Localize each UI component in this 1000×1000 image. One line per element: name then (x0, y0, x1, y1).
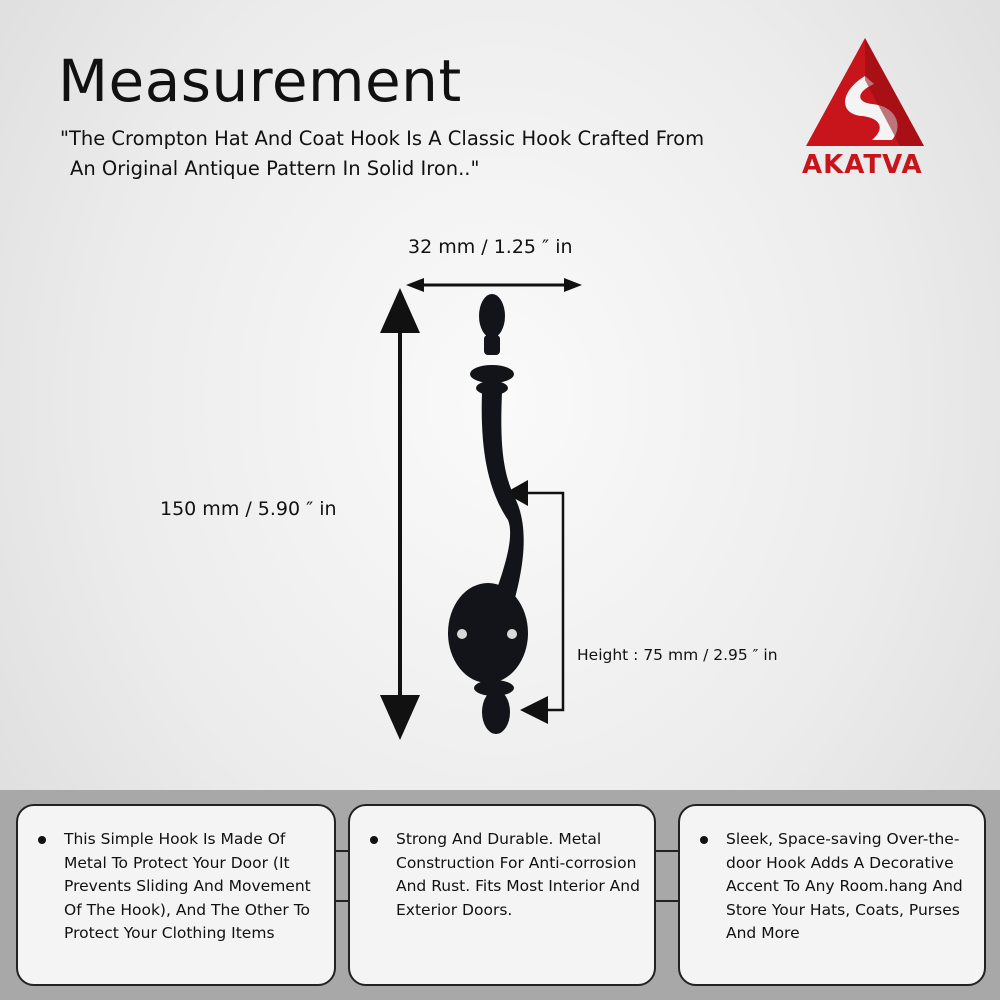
feature-card-2 (348, 804, 656, 986)
brand-name: AKATVA (802, 150, 923, 180)
feature-text: Sleek, Space-saving Over-the-door Hook Adds A Decorative Accent To Any Room.hang And Store Your Hats, Coats, Purses And More (726, 828, 970, 946)
feature-text: This Simple Hook Is Made Of Metal To Protect Your Door (It Prevents Sliding And Movement Of The Hook), And The Other To Protect Your Clothing Items (64, 828, 320, 946)
feature-card-1 (16, 804, 336, 986)
page-title: Measurement (58, 47, 462, 115)
width-dimension-label: 32 mm / 1.25 ″ in (408, 236, 573, 258)
width-arrow (406, 278, 582, 292)
feature-text: Strong And Durable. Metal Construction For Anti-corrosion And Rust. Fits Most Interior And Exterior Doors. (396, 828, 640, 922)
card-connector (654, 850, 680, 852)
hook-height-label: Height : 75 mm / 2.95 ″ in (577, 646, 778, 664)
description-line-1: "The Crompton Hat And Coat Hook Is A Classic Hook Crafted From (60, 127, 705, 150)
feature-card-3 (678, 804, 986, 986)
description-line-2: An Original Antique Pattern In Solid Iron.." (70, 157, 480, 180)
card-connector (654, 900, 680, 902)
height-arrow (380, 288, 420, 740)
hook-illustration (448, 294, 528, 734)
height-dimension-label: 150 mm / 5.90 ″ in (160, 498, 337, 520)
